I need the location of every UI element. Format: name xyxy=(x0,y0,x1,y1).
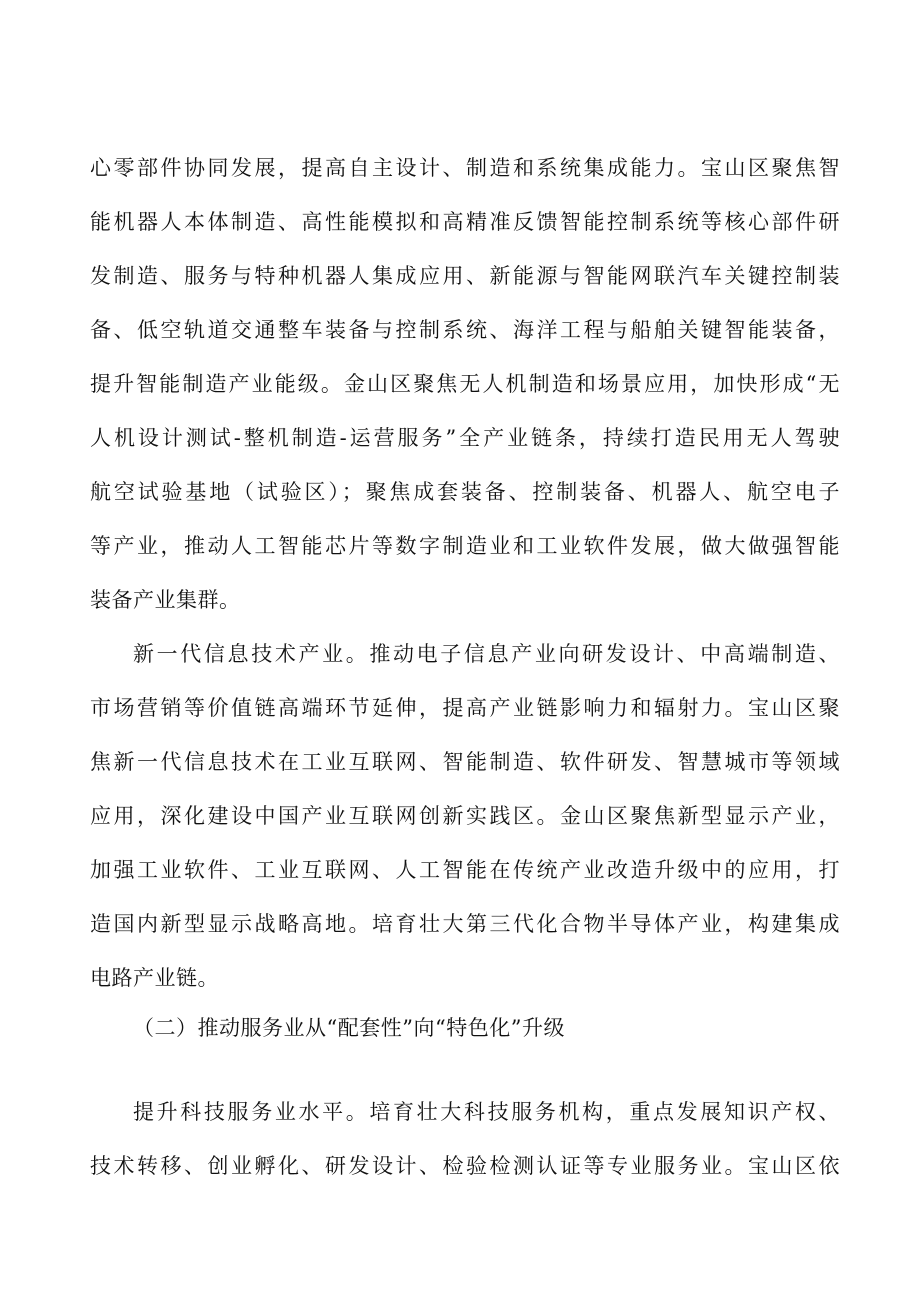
text-line: 技术转移、创业孵化、研发设计、检验检测认证等专业服务业。宝山区依 xyxy=(90,1154,840,1178)
text-line: 造国内新型显示战略高地。培育壮大第三代化合物半导体产业，构建集成 xyxy=(90,912,840,936)
text-line: 等产业，推动人工智能芯片等数字制造业和工业软件发展，做大做强智能 xyxy=(90,534,840,558)
text-line: 发制造、服务与特种机器人集成应用、新能源与智能网联汽车关键控制装 xyxy=(90,264,840,288)
text-line: 提升智能制造产业能级。金山区聚焦无人机制造和场景应用，加快形成“无 xyxy=(90,372,840,396)
text-line: 人机设计测试-整机制造-运营服务”全产业链条，持续打造民用无人驾驶 xyxy=(90,426,840,450)
text-line: 电路产业链。 xyxy=(90,966,219,990)
text-line: 心零部件协同发展，提高自主设计、制造和系统集成能力。宝山区聚焦智 xyxy=(90,156,840,180)
text-line: 加强工业软件、工业互联网、人工智能在传统产业改造升级中的应用，打 xyxy=(90,858,840,882)
text-line: 提升科技服务业水平。培育壮大科技服务机构，重点发展知识产权、 xyxy=(133,1100,840,1124)
text-line: 应用，深化建设中国产业互联网创新实践区。金山区聚焦新型显示产业， xyxy=(90,804,840,828)
text-line: 装备产业集群。 xyxy=(90,588,241,612)
text-line: 焦新一代信息技术在工业互联网、智能制造、软件研发、智慧城市等领域 xyxy=(90,750,840,774)
section-heading: （二）推动服务业从“配套性”向“特色化”升级 xyxy=(133,1016,565,1040)
text-line: 航空试验基地（试验区）；聚焦成套装备、控制装备、机器人、航空电子 xyxy=(90,480,840,504)
text-line: 备、低空轨道交通整车装备与控制系统、海洋工程与船舶关键智能装备， xyxy=(90,318,840,342)
text-line: 市场营销等价值链高端环节延伸，提高产业链影响力和辐射力。宝山区聚 xyxy=(90,696,840,720)
text-line: 能机器人本体制造、高性能模拟和高精准反馈智能控制系统等核心部件研 xyxy=(90,210,840,234)
text-line: 新一代信息技术产业。推动电子信息产业向研发设计、中高端制造、 xyxy=(133,642,840,666)
